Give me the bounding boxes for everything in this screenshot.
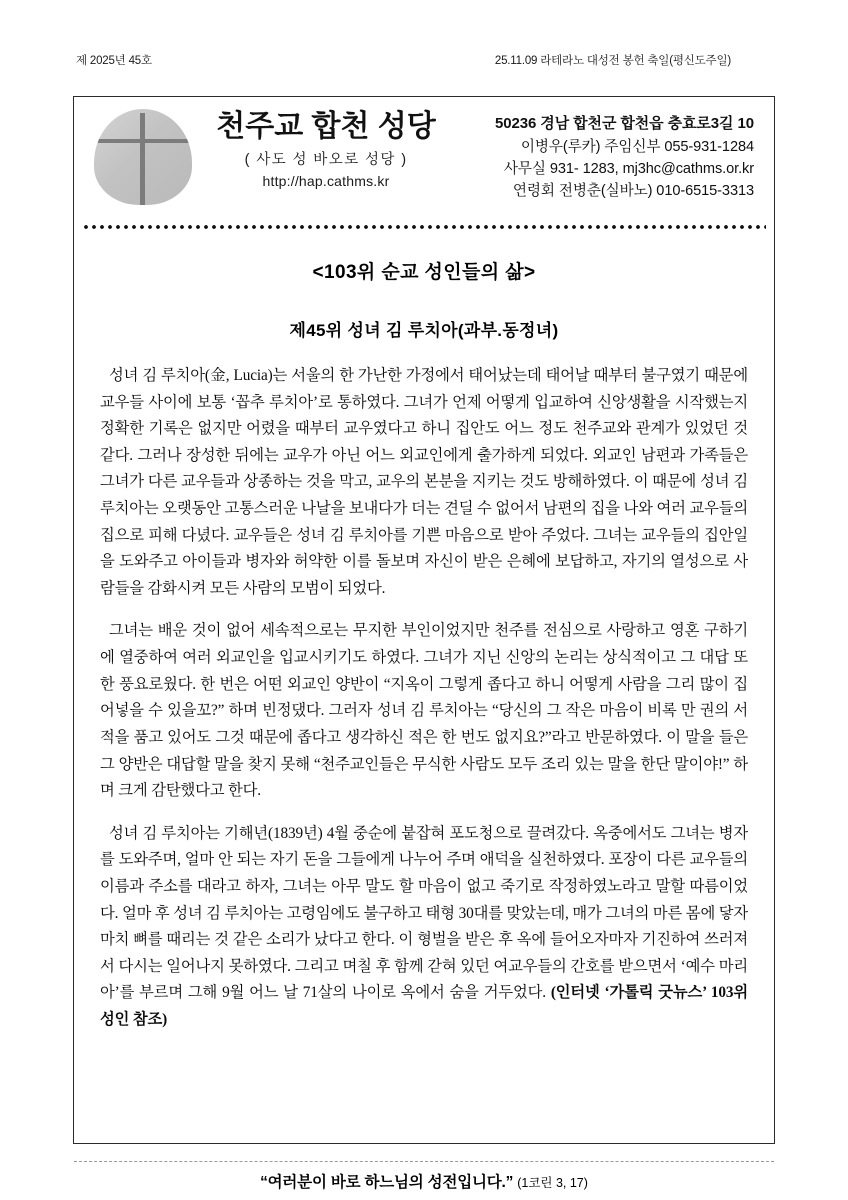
footer-quote-citation: (1코린 3, 17)	[517, 1176, 588, 1190]
parish-website-url[interactable]: http://hap.cathms.kr	[262, 173, 390, 190]
article-body	[74, 231, 774, 1034]
liturgical-date: 25.11.09 라테라노 대성전 봉헌 축일(평신도주일)	[494, 55, 731, 67]
office-contact: 사무실 931- 1283, mj3hc@cathms.or.kr	[503, 160, 754, 177]
paragraph-final	[100, 821, 748, 1034]
paragraph: 성녀 김 루치아(金, Lucia)는 서울의 한 가난한 가정에서 태어났는데 태어날 때부터 불구였기 때문에 교우들 사이에 보통 ‘꼽추 루치아’로 통하였다. 그녀가 언제 어떻게 입교하여 신앙생활을 시작했는지 정확한 기록은 없지만 어렸을 때부터 교우였다고 하니 집안도 어느 정도 천주교와 관계가 있었던 것 같다. 그러나 장성한 뒤에는 교우가 아닌 어느 외교인에게 출가하게 되었다. 외교인 남편과 가족들은 그녀가 다른 교우들과 상종하는 것을 막고, 교우의 본분을 지키는 것도 방해하였다. 이 때문에 성녀 김 루치아는 오랫동안 고통스러운 나날을 보내다가 더는 견딜 수 없어서 남편의 집을 나와 여러 교우들의 집으로 피해 다녔다. 교우들은 성녀 김 루치아를 기쁜 마음으로 받아 주었다. 그녀는 교우들의 집안일을 도와주고 아이들과 병자와 허약한 이를 돌보며 자신이 받은 은혜에 보답하고, 자기의 열성으로 사람들을 감화시켜 모든 사람의 모범이 되었다.	[100, 367, 748, 597]
page-meta-row	[76, 52, 786, 68]
series-title: <103위 순교 성인들의 삶>	[312, 262, 536, 283]
paragraph-final-text: 성녀 김 루치아는 기해년(1839년) 4월 중순에 붙잡혀 포도청으로 끌려갔다. 옥중에서도 그녀는 병자를 도와주며, 얼마 안 되는 자기 돈을 그들에게 나누어 주며 애덕을 실천하였다. 포장이 다른 교우들의 이름과 주소를 대라고 하자, 그녀는 아무 말도 할 마음이 없고 죽기로 작정하였노라고 말할 따름이었다. 얼마 후 성녀 김 루치아는 고령임에도 불구하고 태형 30대를 맞았는데, 매가 그녀의 마른 몸에 닿자 마치 뼈를 때리는 것 같은 소리가 났다고 한다. 이 형벌을 받은 후 옥에 들어오자마자 기진하여 쓰러져서 다시는 일어나지 못하였다. 그리고 며칠 후 함께 갇혀 있던 여교우들의 간호를 받으면서 ‘예수 마리아’를 부르며 그해 9월 어느 날 71살의 나이로 옥에서 숨을 거두었다.	[100, 824, 748, 1002]
masthead	[74, 97, 774, 219]
parish-identity	[210, 111, 442, 189]
footer-quote-text: “여러분이 바로 하느님의 성전입니다.”	[260, 1174, 514, 1191]
paragraph: 그녀는 배운 것이 없어 세속적으로는 무지한 부인이었지만 천주를 전심으로 사랑하고 영혼 구하기에 열중하여 여러 외교인을 입교시키기도 하였다. 그녀가 지닌 신앙의 논리는 상식적이고 그 대답 또한 풍요로웠다. 한 번은 어떤 외교인 양반이 “지옥이 그렇게 좁다고 하니 어떻게 사람을 그리 많이 집어넣을 수 있을꼬?” 하며 빈정댔다. 그러자 성녀 김 루치아는 “당신의 그 작은 마음이 비록 만 권의 서적을 품고 있어도 그것 때문에 좁다고 생각하신 적은 한 번도 없지요?”라고 반문하였다. 이 말을 들은 그 양반은 대답할 말을 찾지 못해 “천주교인들은 무식한 사람도 모두 조리 있는 말을 한단 말이야!” 하며 크게 감탄했다고 한다.	[100, 622, 748, 800]
pastor-contact: 이병우(루카) 주임신부 055-931-1284	[520, 138, 754, 155]
parish-contact-info	[442, 113, 760, 202]
footer-quote	[0, 1170, 848, 1192]
article-paragraphs	[100, 363, 748, 1034]
parish-patron: ( 사도 성 바오로 성당 )	[244, 152, 408, 169]
saint-title: 제45위 성녀 김 루치아(과부.동정녀)	[289, 321, 559, 340]
source-reference: (인터넷 ‘가톨릭 굿뉴스’ 103위 성인 참조)	[100, 984, 749, 1029]
parish-name: 천주교 합천 성당	[216, 110, 436, 143]
bulletin-main-box	[73, 96, 775, 1144]
issue-number: 제 2025년 45호	[76, 55, 152, 67]
association-contact: 연령회 전병춘(실바노) 010-6515-3313	[512, 183, 754, 200]
dotted-divider	[82, 221, 766, 231]
footer-separator	[74, 1161, 774, 1162]
church-cross-logo-icon	[90, 107, 198, 209]
parish-address: 50236 경남 합천군 합천읍 충효로3길 10	[495, 115, 754, 132]
